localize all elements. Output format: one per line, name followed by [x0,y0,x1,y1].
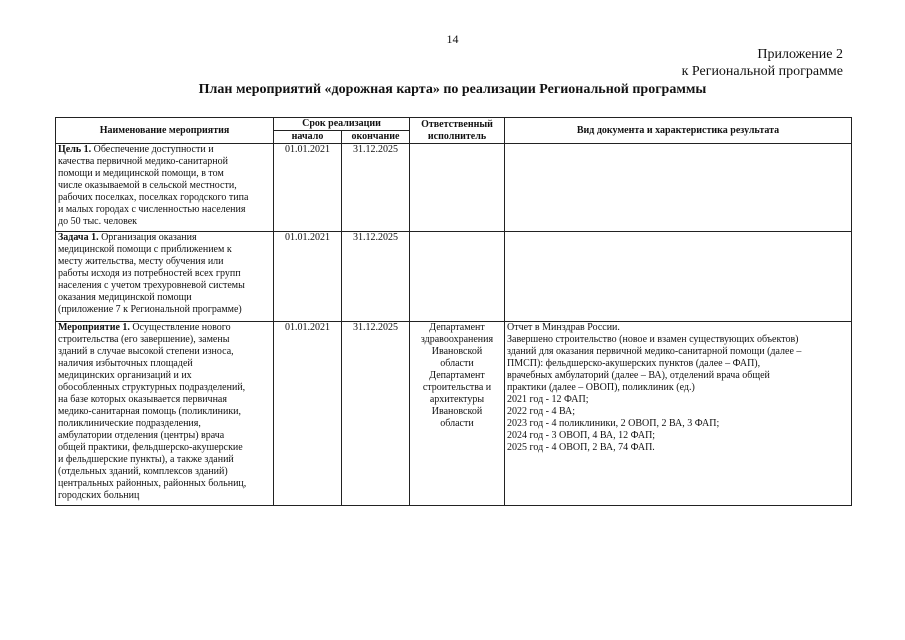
cell-activity-name [56,144,274,232]
activity-text-line: рабочих поселках, поселках городского типа [58,192,249,203]
cell-end-date: 31.12.2025 [342,322,410,506]
document-line: 2024 год - 3 ОВОП, 4 ВА, 12 ФАП; [507,430,656,441]
row-label: Мероприятие 1. [58,322,133,333]
activity-text-line: работы исходя из потребностей всех групп [58,268,241,279]
activity-text-line: до 50 тыс. человек [58,216,138,227]
activity-text-line: населения с учетом трехуровневой системы [58,280,245,291]
plan-title: План мероприятий «дорожная карта» по реализации Региональной программы [198,82,707,97]
activity-text-line: общей практики, фельдшерско-акушерские [58,442,243,453]
activity-text-line: Мероприятие 1. Осуществление нового [58,322,231,333]
cell-activity-name [56,322,274,506]
activity-text-line: поликлинические подразделения, [58,418,201,429]
cell-end-date: 31.12.2025 [342,144,410,232]
cell-document [505,144,852,232]
activity-text-line: (приложение 7 к Региональной программе) [58,304,242,315]
row-label: Задача 1. [58,232,102,243]
activity-text-line: строительства (его завершение), замены [58,334,230,345]
responsible-line: Ивановской [431,406,483,417]
activity-text-line: на базе которых оказывается первичная [58,394,227,405]
document-line: ПМСП): фельдшерско-акушерских пунктов (далее – ФАП), [507,358,761,369]
header-period: Срок реализации [274,118,410,131]
activity-text-line: месту жительства, месту обучения или [58,256,224,267]
document-line: 2021 год - 12 ФАП; [507,394,589,405]
document-line: зданий для оказания первичной медико-санитарной помощи (далее – [507,346,802,357]
activity-text-line: медицинской помощи с приближением к [58,244,232,255]
roadmap-table [55,117,852,506]
activity-text-line: зданий в случае высокой степени износа, [58,346,234,357]
activity-text-line: наличия избыточных площадей [58,358,193,369]
activity-text-line: (отдельных зданий, комплексов зданий) [58,466,228,477]
document-line: практики (далее – ОВОП), поликлиник (ед.) [507,382,695,393]
document-line: 2023 год - 4 поликлиники, 2 ОВОП, 2 ВА, 3 ФАП; [507,418,720,429]
header-start: начало [274,131,342,144]
header-end: окончание [342,131,410,144]
responsible-line: здравоохранения [420,334,494,345]
activity-text-line: обособленных структурных подразделений, [58,382,246,393]
responsible-line: Ивановской [431,346,483,357]
document-line: врачебных амбулаторий (далее – ВА), отделений врача общей [507,370,770,381]
cell-start-date: 01.01.2021 [274,322,342,506]
activity-text-line: Цель 1. Обеспечение доступности и [58,144,214,155]
cell-responsible [410,322,505,506]
responsible-line: архитектуры [429,394,485,405]
responsible-line: области [440,418,474,429]
activity-text-line: оказания медицинской помощи [58,292,192,303]
activity-text-line: медико-санитарная помощь (поликлиники, [58,406,242,417]
activity-text-line: центральных районных, районных больниц, [58,478,247,489]
header-responsible: Ответственный исполнитель [410,118,505,144]
responsible-line: строительства и [422,382,492,393]
table-row [56,322,852,506]
row-label: Цель 1. [58,144,94,155]
responsible-line: области [440,358,474,369]
cell-responsible [410,232,505,322]
activity-text-line: и малых городах с численностью населения [58,204,246,215]
activity-text-line: Задача 1. Организация оказания [58,232,197,243]
header-document: Вид документа и характеристика результата [505,118,852,144]
cell-activity-name [56,232,274,322]
activity-text-line: числе оказываемой в сельской местности, [58,180,237,191]
cell-end-date: 31.12.2025 [342,232,410,322]
cell-document [505,232,852,322]
table-row [56,144,852,232]
cell-responsible [410,144,505,232]
activity-text-line: амбулатории отделения (центры) врача [58,430,225,441]
table-row [56,232,852,322]
document-line: 2025 год - 4 ОВОП, 2 ВА, 74 ФАП. [507,442,655,453]
responsible-line: Департамент [429,370,485,381]
activity-text-line: помощи и медицинской помощи, в том [58,168,224,179]
cell-start-date: 01.01.2021 [274,232,342,322]
document-line: 2022 год - 4 ВА; [507,406,576,417]
activity-text-line: и фельдшерские пункты), а также зданий [58,454,234,465]
page-number: 14 [446,32,459,46]
cell-document [505,322,852,506]
header-name: Наименование мероприятия [56,118,274,144]
activity-text-line: качества первичной медико-санитарной [58,156,228,167]
document-line: Завершено строительство (новое и взамен существующих объектов) [507,334,799,345]
appendix-subtitle: к Региональной программе [681,64,843,79]
appendix-title: Приложение 2 [757,47,843,62]
activity-text-line: городских больниц [58,490,140,501]
cell-start-date: 01.01.2021 [274,144,342,232]
document-line: Отчет в Минздрав России. [507,322,620,333]
responsible-line: Департамент [429,322,485,333]
activity-text-line: медицинских организаций и их [58,370,192,381]
